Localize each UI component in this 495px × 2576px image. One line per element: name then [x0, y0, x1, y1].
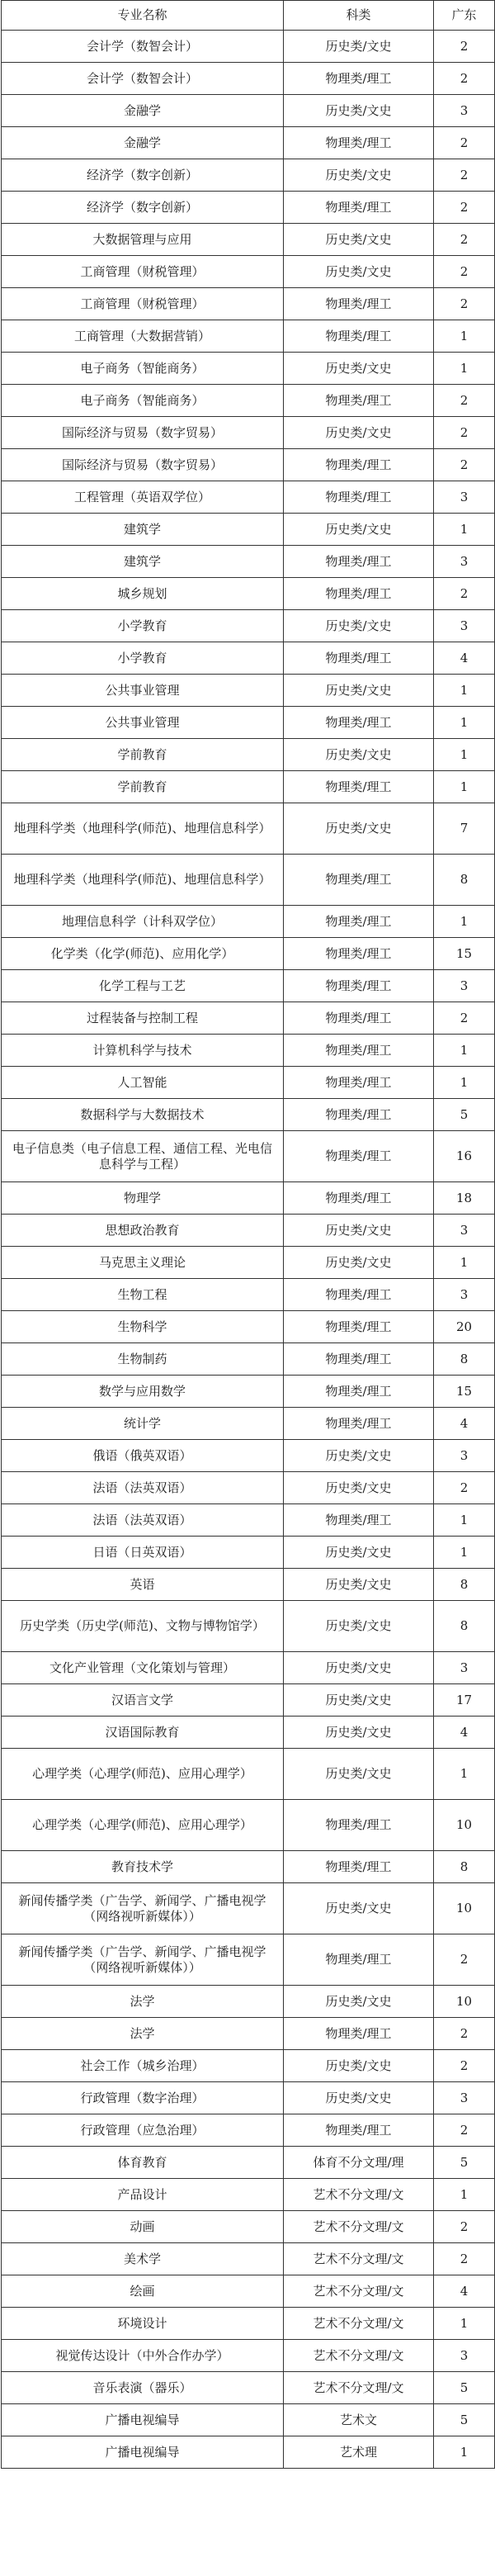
- major-name-cell: 日语（日英双语）: [2, 1537, 284, 1569]
- quota-cell: 4: [434, 2275, 495, 2308]
- quota-cell: 10: [434, 1883, 495, 1934]
- major-name-cell: 绘画: [2, 2275, 284, 2308]
- major-name-cell: 经济学（数字创新）: [2, 192, 284, 224]
- major-name-cell: 新闻传播学类（广告学、新闻学、广播电视学（网络视听新媒体））: [2, 1883, 284, 1934]
- table-row: [2, 2243, 495, 2275]
- category-cell: 物理类/理工: [284, 385, 434, 417]
- category-cell: 物理类/理工: [284, 1182, 434, 1215]
- quota-cell: 2: [434, 256, 495, 288]
- quota-cell: 2: [434, 385, 495, 417]
- category-cell: 历史类/文史: [284, 675, 434, 707]
- quota-cell: 1: [434, 707, 495, 739]
- table-row: [2, 2340, 495, 2372]
- category-cell: 历史类/文史: [284, 803, 434, 855]
- quota-cell: 3: [434, 1279, 495, 1311]
- quota-cell: 5: [434, 1099, 495, 1131]
- major-name-cell: 电子商务（智能商务）: [2, 353, 284, 385]
- quota-cell: 2: [434, 2211, 495, 2243]
- quota-cell: 1: [434, 514, 495, 546]
- quota-cell: 2: [434, 31, 495, 63]
- table-row: [2, 2404, 495, 2436]
- major-name-cell: 大数据管理与应用: [2, 224, 284, 256]
- category-cell: 历史类/文史: [284, 224, 434, 256]
- category-cell: 体育不分文理/理: [284, 2147, 434, 2179]
- major-name-cell: 工程管理（英语双学位）: [2, 481, 284, 514]
- table-row: [2, 95, 495, 127]
- category-cell: 历史类/文史: [284, 2050, 434, 2082]
- major-name-cell: 化学类（化学(师范)、应用化学）: [2, 938, 284, 970]
- category-cell: 历史类/文史: [284, 1652, 434, 1684]
- quota-cell: 1: [434, 2179, 495, 2211]
- major-name-cell: 行政管理（数字治理）: [2, 2082, 284, 2114]
- major-name-cell: 思想政治教育: [2, 1215, 284, 1247]
- category-cell: 历史类/文史: [284, 31, 434, 63]
- category-cell: 物理类/理工: [284, 855, 434, 906]
- category-cell: 艺术不分文理/文: [284, 2211, 434, 2243]
- quota-cell: 8: [434, 1569, 495, 1601]
- major-name-cell: 学前教育: [2, 771, 284, 803]
- table-row: [2, 449, 495, 481]
- category-cell: 物理类/理工: [284, 1800, 434, 1851]
- major-name-cell: 动画: [2, 2211, 284, 2243]
- table-row: [2, 970, 495, 1002]
- major-name-cell: 工商管理（财税管理）: [2, 288, 284, 320]
- major-name-cell: 生物制药: [2, 1343, 284, 1376]
- table-body: [2, 31, 495, 2469]
- quota-cell: 15: [434, 938, 495, 970]
- table-row: [2, 256, 495, 288]
- major-name-cell: 建筑学: [2, 514, 284, 546]
- major-name-cell: 地理信息科学（计科双学位）: [2, 906, 284, 938]
- category-cell: 历史类/文史: [284, 2082, 434, 2114]
- table-row: [2, 2372, 495, 2404]
- category-cell: 物理类/理工: [284, 906, 434, 938]
- category-cell: 历史类/文史: [284, 417, 434, 449]
- quota-cell: 1: [434, 1035, 495, 1067]
- major-name-cell: 建筑学: [2, 546, 284, 578]
- quota-cell: 2: [434, 2018, 495, 2050]
- quota-cell: 2: [434, 127, 495, 159]
- major-name-cell: 数学与应用数学: [2, 1376, 284, 1408]
- table-row: [2, 1717, 495, 1749]
- table-row: [2, 2050, 495, 2082]
- major-name-cell: 物理学: [2, 1182, 284, 1215]
- table-row: [2, 1067, 495, 1099]
- quota-cell: 2: [434, 63, 495, 95]
- quota-cell: 2: [434, 159, 495, 192]
- header-category: 科类: [284, 1, 434, 31]
- category-cell: 艺术不分文理/文: [284, 2275, 434, 2308]
- admissions-quota-table: [1, 0, 495, 2469]
- category-cell: 物理类/理工: [284, 2114, 434, 2147]
- quota-cell: 2: [434, 2114, 495, 2147]
- table-row: [2, 1099, 495, 1131]
- quota-cell: 3: [434, 610, 495, 642]
- category-cell: 历史类/文史: [284, 1883, 434, 1934]
- category-cell: 历史类/文史: [284, 1717, 434, 1749]
- category-cell: 物理类/理工: [284, 1934, 434, 1986]
- table-row: [2, 2018, 495, 2050]
- table-row: [2, 1800, 495, 1851]
- quota-cell: 17: [434, 1684, 495, 1717]
- quota-cell: 1: [434, 320, 495, 353]
- table-row: [2, 906, 495, 938]
- quota-cell: 4: [434, 642, 495, 675]
- category-cell: 物理类/理工: [284, 1504, 434, 1537]
- quota-cell: 1: [434, 353, 495, 385]
- category-cell: 物理类/理工: [284, 288, 434, 320]
- table-row: [2, 1569, 495, 1601]
- table-row: [2, 2147, 495, 2179]
- category-cell: 历史类/文史: [284, 1215, 434, 1247]
- quota-cell: 3: [434, 1652, 495, 1684]
- table-row: [2, 1601, 495, 1652]
- table-row: [2, 546, 495, 578]
- quota-cell: 3: [434, 1440, 495, 1472]
- quota-cell: 2: [434, 449, 495, 481]
- table-row: [2, 2082, 495, 2114]
- major-name-cell: 心理学类（心理学(师范)、应用心理学）: [2, 1749, 284, 1800]
- major-name-cell: 金融学: [2, 95, 284, 127]
- table-row: [2, 578, 495, 610]
- quota-cell: 1: [434, 1504, 495, 1537]
- major-name-cell: 社会工作（城乡治理）: [2, 2050, 284, 2082]
- table-row: [2, 1002, 495, 1035]
- category-cell: 物理类/理工: [284, 1279, 434, 1311]
- major-name-cell: 行政管理（应急治理）: [2, 2114, 284, 2147]
- quota-cell: 1: [434, 2308, 495, 2340]
- category-cell: 历史类/文史: [284, 1569, 434, 1601]
- table-row: [2, 803, 495, 855]
- table-row: [2, 1035, 495, 1067]
- quota-cell: 3: [434, 546, 495, 578]
- table-row: [2, 1182, 495, 1215]
- table-row: [2, 1408, 495, 1440]
- category-cell: 历史类/文史: [284, 1684, 434, 1717]
- category-cell: 物理类/理工: [284, 481, 434, 514]
- table-row: [2, 224, 495, 256]
- quota-cell: 7: [434, 803, 495, 855]
- table-row: [2, 1851, 495, 1883]
- category-cell: 历史类/文史: [284, 1440, 434, 1472]
- major-name-cell: 数据科学与大数据技术: [2, 1099, 284, 1131]
- quota-cell: 2: [434, 1472, 495, 1504]
- category-cell: 物理类/理工: [284, 1067, 434, 1099]
- major-name-cell: 广播电视编导: [2, 2404, 284, 2436]
- table-row: [2, 481, 495, 514]
- quota-cell: 16: [434, 1131, 495, 1182]
- major-name-cell: 统计学: [2, 1408, 284, 1440]
- category-cell: 历史类/文史: [284, 1601, 434, 1652]
- quota-cell: 1: [434, 771, 495, 803]
- table-row: [2, 771, 495, 803]
- major-name-cell: 法学: [2, 1986, 284, 2018]
- category-cell: 物理类/理工: [284, 2018, 434, 2050]
- category-cell: 历史类/文史: [284, 1472, 434, 1504]
- category-cell: 艺术不分文理/文: [284, 2340, 434, 2372]
- major-name-cell: 化学工程与工艺: [2, 970, 284, 1002]
- quota-cell: 1: [434, 1067, 495, 1099]
- major-name-cell: 教育技术学: [2, 1851, 284, 1883]
- quota-cell: 3: [434, 970, 495, 1002]
- major-name-cell: 小学教育: [2, 610, 284, 642]
- major-name-cell: 体育教育: [2, 2147, 284, 2179]
- major-name-cell: 汉语言文学: [2, 1684, 284, 1717]
- major-name-cell: 新闻传播学类（广告学、新闻学、广播电视学（网络视听新媒体））: [2, 1934, 284, 1986]
- major-name-cell: 地理科学类（地理科学(师范)、地理信息科学）: [2, 803, 284, 855]
- major-name-cell: 法语（法英双语）: [2, 1504, 284, 1537]
- category-cell: 物理类/理工: [284, 1408, 434, 1440]
- major-name-cell: 工商管理（财税管理）: [2, 256, 284, 288]
- quota-cell: 10: [434, 1986, 495, 2018]
- quota-cell: 2: [434, 417, 495, 449]
- quota-cell: 1: [434, 906, 495, 938]
- quota-cell: 3: [434, 95, 495, 127]
- quota-cell: 4: [434, 1717, 495, 1749]
- quota-cell: 8: [434, 1851, 495, 1883]
- table-row: [2, 1311, 495, 1343]
- quota-cell: 1: [434, 739, 495, 771]
- major-name-cell: 人工智能: [2, 1067, 284, 1099]
- category-cell: 物理类/理工: [284, 192, 434, 224]
- quota-cell: 1: [434, 2436, 495, 2469]
- major-name-cell: 汉语国际教育: [2, 1717, 284, 1749]
- table-row: [2, 739, 495, 771]
- category-cell: 物理类/理工: [284, 707, 434, 739]
- category-cell: 历史类/文史: [284, 1537, 434, 1569]
- major-name-cell: 广播电视编导: [2, 2436, 284, 2469]
- table-row: [2, 2308, 495, 2340]
- quota-cell: 8: [434, 855, 495, 906]
- table-row: [2, 610, 495, 642]
- major-name-cell: 公共事业管理: [2, 707, 284, 739]
- category-cell: 物理类/理工: [284, 1376, 434, 1408]
- major-name-cell: 产品设计: [2, 2179, 284, 2211]
- category-cell: 物理类/理工: [284, 1002, 434, 1035]
- quota-cell: 1: [434, 1247, 495, 1279]
- category-cell: 历史类/文史: [284, 1247, 434, 1279]
- major-name-cell: 国际经济与贸易（数字贸易）: [2, 417, 284, 449]
- major-name-cell: 城乡规划: [2, 578, 284, 610]
- major-name-cell: 音乐表演（器乐）: [2, 2372, 284, 2404]
- quota-cell: 2: [434, 288, 495, 320]
- major-name-cell: 俄语（俄英双语）: [2, 1440, 284, 1472]
- category-cell: 历史类/文史: [284, 95, 434, 127]
- category-cell: 历史类/文史: [284, 353, 434, 385]
- category-cell: 历史类/文史: [284, 256, 434, 288]
- category-cell: 历史类/文史: [284, 159, 434, 192]
- category-cell: 艺术不分文理/文: [284, 2243, 434, 2275]
- category-cell: 物理类/理工: [284, 970, 434, 1002]
- category-cell: 艺术理: [284, 2436, 434, 2469]
- table-row: [2, 855, 495, 906]
- quota-cell: 3: [434, 1215, 495, 1247]
- category-cell: 艺术文: [284, 2404, 434, 2436]
- category-cell: 物理类/理工: [284, 1035, 434, 1067]
- quota-cell: 2: [434, 578, 495, 610]
- major-name-cell: 电子信息类（电子信息工程、通信工程、光电信息科学与工程）: [2, 1131, 284, 1182]
- table-row: [2, 2179, 495, 2211]
- table-row: [2, 1343, 495, 1376]
- major-name-cell: 国际经济与贸易（数字贸易）: [2, 449, 284, 481]
- quota-cell: 1: [434, 1749, 495, 1800]
- category-cell: 历史类/文史: [284, 739, 434, 771]
- quota-cell: 15: [434, 1376, 495, 1408]
- quota-cell: 1: [434, 675, 495, 707]
- major-name-cell: 法语（法英双语）: [2, 1472, 284, 1504]
- quota-cell: 2: [434, 1934, 495, 1986]
- table-row: [2, 1934, 495, 1986]
- category-cell: 艺术不分文理/文: [284, 2179, 434, 2211]
- major-name-cell: 会计学（数智会计）: [2, 31, 284, 63]
- table-row: [2, 938, 495, 970]
- table-row: [2, 1749, 495, 1800]
- category-cell: 艺术不分文理/文: [284, 2308, 434, 2340]
- quota-cell: 2: [434, 2050, 495, 2082]
- table-row: [2, 2436, 495, 2469]
- table-row: [2, 1472, 495, 1504]
- major-name-cell: 地理科学类（地理科学(师范)、地理信息科学）: [2, 855, 284, 906]
- quota-cell: 2: [434, 1002, 495, 1035]
- table-row: [2, 707, 495, 739]
- category-cell: 物理类/理工: [284, 1099, 434, 1131]
- table-row: [2, 1986, 495, 2018]
- quota-cell: 3: [434, 2082, 495, 2114]
- quota-cell: 3: [434, 2340, 495, 2372]
- table-row: [2, 1131, 495, 1182]
- quota-cell: 8: [434, 1343, 495, 1376]
- table-row: [2, 1376, 495, 1408]
- category-cell: 物理类/理工: [284, 1343, 434, 1376]
- quota-cell: 2: [434, 2243, 495, 2275]
- quota-cell: 2: [434, 192, 495, 224]
- category-cell: 物理类/理工: [284, 127, 434, 159]
- major-name-cell: 电子商务（智能商务）: [2, 385, 284, 417]
- major-name-cell: 环境设计: [2, 2308, 284, 2340]
- major-name-cell: 过程装备与控制工程: [2, 1002, 284, 1035]
- table-row: [2, 353, 495, 385]
- category-cell: 物理类/理工: [284, 642, 434, 675]
- category-cell: 历史类/文史: [284, 1749, 434, 1800]
- major-name-cell: 美术学: [2, 2243, 284, 2275]
- category-cell: 物理类/理工: [284, 63, 434, 95]
- table-row: [2, 192, 495, 224]
- table-row: [2, 1215, 495, 1247]
- header-major-name: 专业名称: [2, 1, 284, 31]
- quota-cell: 5: [434, 2372, 495, 2404]
- major-name-cell: 历史学类（历史学(师范)、文物与博物馆学）: [2, 1601, 284, 1652]
- quota-cell: 10: [434, 1800, 495, 1851]
- table-row: [2, 1883, 495, 1934]
- major-name-cell: 金融学: [2, 127, 284, 159]
- major-name-cell: 工商管理（大数据营销）: [2, 320, 284, 353]
- table-row: [2, 2114, 495, 2147]
- major-name-cell: 会计学（数智会计）: [2, 63, 284, 95]
- category-cell: 物理类/理工: [284, 1311, 434, 1343]
- quota-cell: 4: [434, 1408, 495, 1440]
- table-row: [2, 31, 495, 63]
- category-cell: 历史类/文史: [284, 514, 434, 546]
- table-row: [2, 385, 495, 417]
- major-name-cell: 小学教育: [2, 642, 284, 675]
- table-row: [2, 417, 495, 449]
- table-row: [2, 675, 495, 707]
- major-name-cell: 学前教育: [2, 739, 284, 771]
- table-row: [2, 2211, 495, 2243]
- quota-cell: 2: [434, 224, 495, 256]
- category-cell: 物理类/理工: [284, 320, 434, 353]
- major-name-cell: 计算机科学与技术: [2, 1035, 284, 1067]
- major-name-cell: 英语: [2, 1569, 284, 1601]
- table-row: [2, 1504, 495, 1537]
- category-cell: 物理类/理工: [284, 1851, 434, 1883]
- category-cell: 物理类/理工: [284, 449, 434, 481]
- quota-cell: 5: [434, 2404, 495, 2436]
- category-cell: 物理类/理工: [284, 1131, 434, 1182]
- table-row: [2, 514, 495, 546]
- table-row: [2, 127, 495, 159]
- table-row: [2, 1684, 495, 1717]
- category-cell: 物理类/理工: [284, 546, 434, 578]
- table-row: [2, 642, 495, 675]
- table-row: [2, 1247, 495, 1279]
- category-cell: 历史类/文史: [284, 1986, 434, 2018]
- major-name-cell: 生物科学: [2, 1311, 284, 1343]
- table-row: [2, 320, 495, 353]
- major-name-cell: 视觉传达设计（中外合作办学）: [2, 2340, 284, 2372]
- table-row: [2, 1652, 495, 1684]
- table-row: [2, 288, 495, 320]
- major-name-cell: 法学: [2, 2018, 284, 2050]
- major-name-cell: 经济学（数字创新）: [2, 159, 284, 192]
- category-cell: 物理类/理工: [284, 771, 434, 803]
- table-row: [2, 1279, 495, 1311]
- major-name-cell: 公共事业管理: [2, 675, 284, 707]
- table-row: [2, 63, 495, 95]
- quota-cell: 18: [434, 1182, 495, 1215]
- quota-cell: 1: [434, 1537, 495, 1569]
- header-region: 广东: [434, 1, 495, 31]
- major-name-cell: 心理学类（心理学(师范)、应用心理学）: [2, 1800, 284, 1851]
- category-cell: 历史类/文史: [284, 610, 434, 642]
- quota-cell: 8: [434, 1601, 495, 1652]
- table-row: [2, 1440, 495, 1472]
- table-row: [2, 1537, 495, 1569]
- category-cell: 物理类/理工: [284, 938, 434, 970]
- table-row: [2, 159, 495, 192]
- major-name-cell: 马克思主义理论: [2, 1247, 284, 1279]
- quota-cell: 5: [434, 2147, 495, 2179]
- major-name-cell: 生物工程: [2, 1279, 284, 1311]
- category-cell: 艺术不分文理/文: [284, 2372, 434, 2404]
- major-name-cell: 文化产业管理（文化策划与管理）: [2, 1652, 284, 1684]
- table-row: [2, 2275, 495, 2308]
- quota-cell: 20: [434, 1311, 495, 1343]
- table-header-row: [2, 1, 495, 31]
- quota-cell: 3: [434, 481, 495, 514]
- category-cell: 物理类/理工: [284, 578, 434, 610]
